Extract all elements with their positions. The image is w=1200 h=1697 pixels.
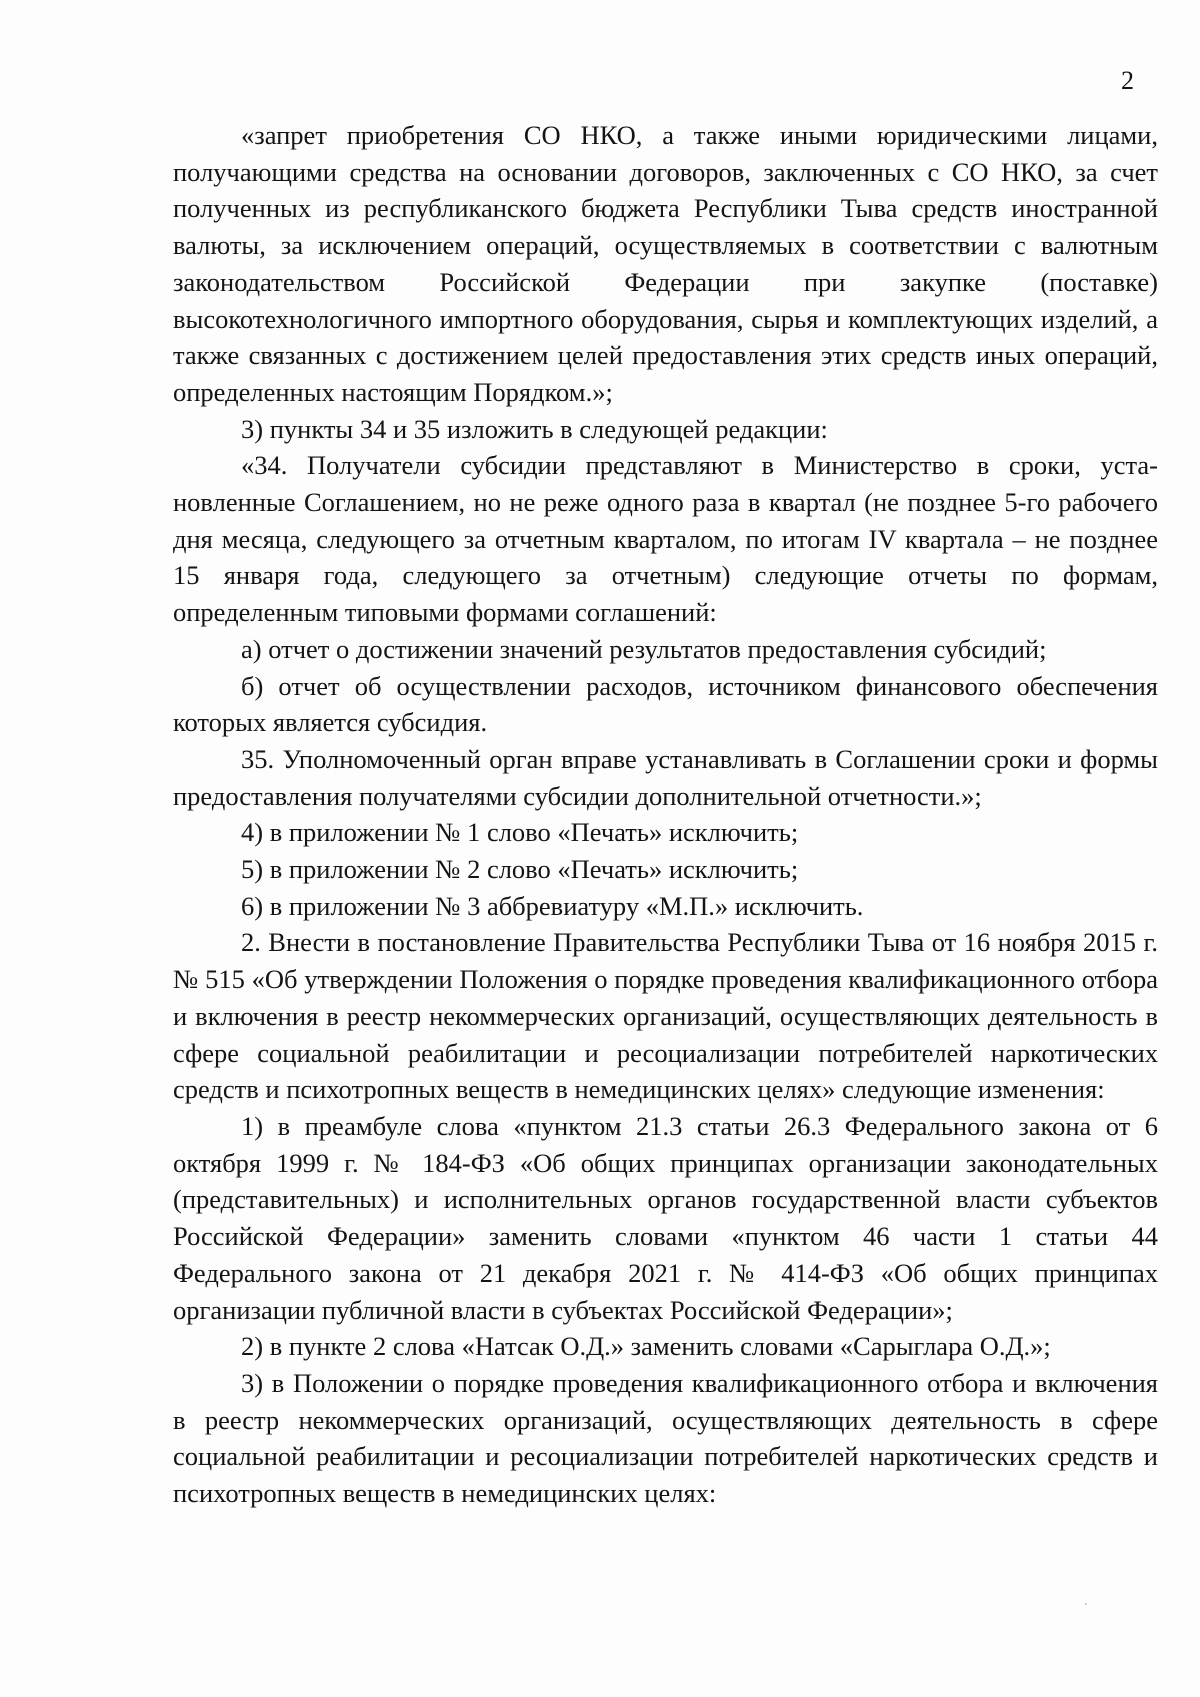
- paragraph-section-2-item-2: 2) в пункте 2 слова «Натсак О.Д.» заменить словами «Сарыглара О.Д.»;: [241, 1331, 1051, 1362]
- paragraph-item-4: 4) в приложении № 1 слово «Печать» исключить;: [241, 817, 799, 848]
- paragraph-foreign-currency-ban: «запрет приобретения СО НКО, а также иными юридическими лицами, получающими средства на основании договоров, заключенных с СО НКО, за счет полученных из республиканского бюджета Республики Тыва средств иностранной валюты, за исключением операций, осуществляемых в соответствии с валютным законодательством Российской Федерации при закупке (поставке) высокотехнологичного импортного оборудования, сырья и комплектующих изделий, а также связанных с достижением целей предоставления этих средств иных операций, определенных настоящим Порядком.»;: [173, 120, 1158, 407]
- paragraph-point-35: 35. Уполномоченный орган вправе устанавливать в Соглашении сроки и формы предоставления получателями субсидии дополнительной отчетности.»;: [173, 743, 1158, 811]
- paragraph-item-6: 6) в приложении № 3 аббревиатуру «М.П.» исключить.: [241, 890, 864, 921]
- paragraph-report-b: б) отчет об осуществлении расходов, источником финансового обеспечения которых является субсидия.: [173, 670, 1158, 738]
- page-number: 2: [1121, 66, 1134, 95]
- paragraph-section-2-item-1: 1) в преамбуле слова «пунктом 21.3 статьи 26.3 Федерального закона от 6 октября 1999 г. № 184-ФЗ «Об общих принципах организации законодательных (представительных) и исполнительных органов государственной власти субъектов Российской Федерации» заменить словами «пунктом 46 части 1 статьи 44 Федерального закона от 21 декабря 2021 г. № 414-ФЗ «Об общих принципах организации публичной власти в субъектах Российской Федерации»;: [173, 1110, 1158, 1325]
- scan-speck: [1085, 1603, 1087, 1605]
- paragraph-report-a: а) отчет о достижении значений результатов предоставления субсидий;: [241, 633, 1047, 664]
- paragraph-item-3-points-34-35: 3) пункты 34 и 35 изложить в следующей редакции:: [241, 413, 828, 444]
- paragraph-item-5: 5) в приложении № 2 слово «Печать» исключить;: [241, 854, 799, 885]
- paragraph-section-2: 2. Внести в постановление Правительства Республики Тыва от 16 ноября 2015 г. № 515 «Об утверждении Положения о порядке проведения квалификационного отбора и включения в реестр некоммерческих организаций, осуществляющих деятельность в сфере социальной реабилитации и ресоциализации потребителей наркотических средств и психотропных веществ в немедицинских целях» следующие изменения:: [173, 927, 1158, 1105]
- paragraph-section-2-item-3: 3) в Положении о порядке проведения квалификационного отбора и включения в реестр некоммерческих организаций, осуществляющих деятельность в сфере социальной реабилитации и ресоциализации потребителей наркотических средств и психотропных веществ в немедицинских целях:: [173, 1367, 1158, 1509]
- paragraph-point-34: «34. Получатели субсидии представляют в Министерство в сроки, установленные Соглашением, но не реже одного раза в квартал (не позднее 5-го рабочего дня месяца, следующего за отчетным кварталом, по итогам IV квартала – не позднее 15 января года, следующего за отчетным) следующие отчеты по формам, определенным типовыми формами соглашений:: [173, 450, 1158, 628]
- document-body: [173, 117, 1158, 1512]
